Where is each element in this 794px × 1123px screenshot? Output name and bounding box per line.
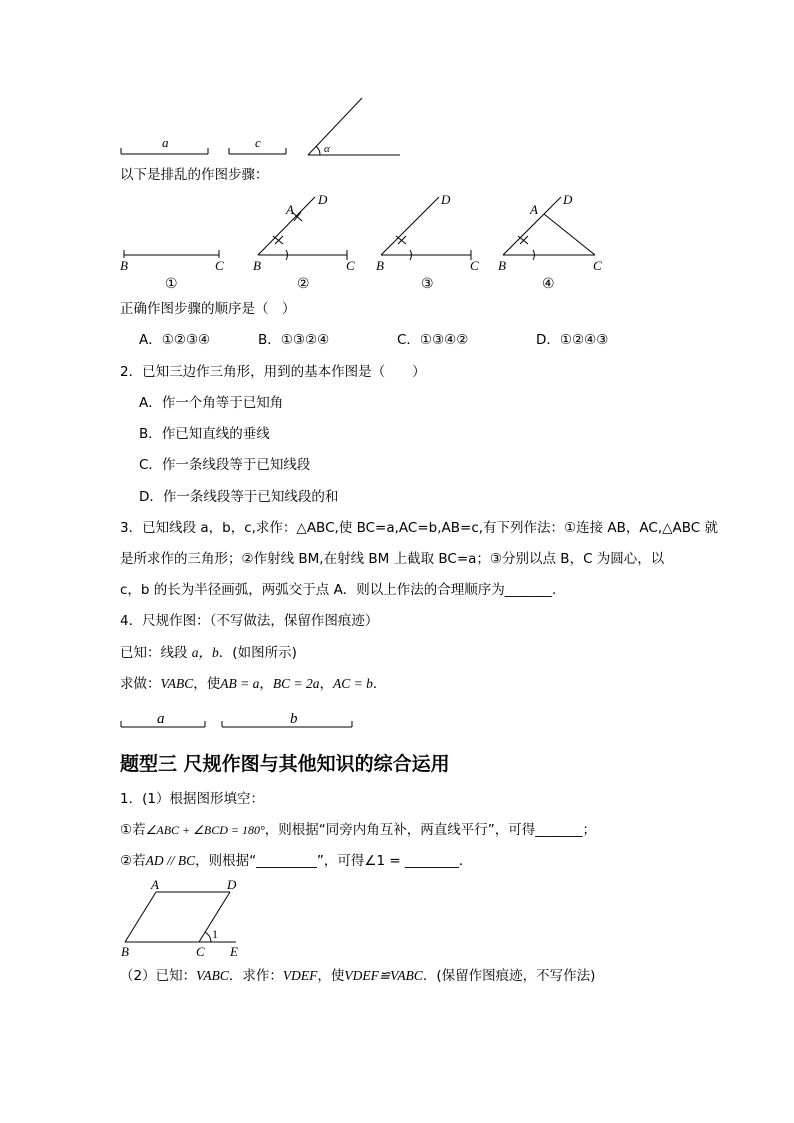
q5-part2-mid: ．求作： — [228, 968, 283, 984]
step-2-label-c: C — [346, 258, 355, 273]
section-title: 题型三 尺规作图与其他知识的综合运用 — [120, 753, 450, 775]
q5-part2-tri1: VABC — [196, 968, 229, 983]
q5-item1-suffix: ，则根据“同旁内角互补，两直线平行”，可得_______； — [264, 822, 597, 838]
q5-part2-tri2: VDEF — [282, 968, 318, 983]
step-4-label-d: D — [563, 192, 573, 207]
q4-req-triangle: VABC — [160, 676, 194, 691]
parallelogram-label-c: C — [196, 944, 205, 959]
step-2-label-a: A — [286, 202, 294, 217]
q3-line-1: 3．已知线段 a，b，c,求作：△ABC,使 BC=a,AC=b,AB=c,有下列作法：①连接 AB，AC,△ABC 就 — [120, 520, 718, 536]
q4-segment-b-label: b — [290, 711, 298, 727]
step-4-number: ④ — [542, 276, 555, 292]
step-4-label-c: C — [593, 258, 602, 273]
step-1-label-b: B — [120, 258, 128, 273]
q2-option-a: A．作一个角等于已知角 — [139, 395, 284, 411]
step-3-label-d: D — [441, 192, 451, 207]
q5-part-2 — [120, 967, 595, 985]
parallelogram-label-b: B — [121, 944, 129, 959]
q1-option-b: B．①③②④ — [258, 332, 330, 348]
q5-part1-title: 1．(1）根据图形填空： — [120, 791, 264, 807]
angle-alpha-label: α — [324, 143, 330, 155]
step-2-label-b: B — [253, 258, 261, 273]
step-2-number: ② — [297, 276, 310, 292]
q5-part2-prefix: （2）已知： — [120, 968, 197, 984]
q5-item1-prefix: ①若 — [120, 822, 146, 838]
q4-req-ab: AB = a — [220, 676, 260, 691]
step-2-label-d: D — [318, 192, 328, 207]
parallelogram-label-e: E — [230, 944, 238, 959]
parallelogram-angle-1: 1 — [212, 927, 218, 941]
q4-req-sep2: ， — [319, 676, 333, 692]
q1-prompt: 正确作图步骤的顺序是（ ） — [120, 301, 296, 317]
q1-intro: 以下是排乱的作图步骤： — [120, 167, 269, 183]
q3-line-2: 是所求作的三角形；②作射线 BM,在射线 BM 上截取 BC=a；③分别以点 B，C 为圆心，以 — [120, 551, 665, 567]
segment-a-label: a — [162, 135, 169, 150]
q2-stem: 2．已知三边作三角形，用到的基本作图是（ ） — [120, 364, 426, 380]
q2-option-b: B．作已知直线的垂线 — [139, 426, 270, 442]
q4-req-sep1: ， — [259, 676, 273, 692]
q1-option-a: A．①②③④ — [139, 332, 211, 348]
q5-part2-suffix: ．(保留作图痕迹，不写作法) — [422, 968, 596, 984]
step-3-number: ③ — [421, 276, 434, 292]
q4-given-suffix: ．(如图所示) — [218, 645, 297, 661]
q5-item2-prefix: ②若 — [120, 853, 146, 869]
q2-option-d: D．作一条线段等于已知线段的和 — [139, 489, 339, 505]
q5-part2-mid2: ，使 — [317, 968, 345, 984]
q3-line-3: c，b 的长为半径画弧，两弧交于点 A．则以上作法的合理顺序为_______. — [120, 582, 557, 598]
q1-option-d: D．①②④③ — [536, 332, 609, 348]
q1-option-c: C．①③④② — [397, 332, 469, 348]
segment-c-label: c — [255, 135, 261, 150]
q2-option-c: C．作一条线段等于已知线段 — [139, 457, 311, 473]
step-1-number: ① — [165, 276, 178, 292]
step-1-label-c: C — [215, 258, 224, 273]
q4-req-end: ． — [372, 676, 387, 692]
step-4-label-a: A — [530, 202, 538, 217]
q5-item2-suffix: ，则根据“_________”，可得∠1 = ________． — [195, 853, 473, 869]
step-3-label-b: B — [376, 258, 384, 273]
q4-req-bc: BC = 2a — [272, 676, 320, 691]
q5-item2-expr: AD // BC — [145, 853, 196, 868]
q5-item1-expr: ∠ABC + ∠BCD = 180° — [145, 823, 265, 837]
parallelogram-label-a: A — [151, 877, 159, 892]
q4-segment-a-label: a — [157, 711, 165, 727]
q4-req-prefix: 求做： — [120, 676, 161, 692]
q4-req-mid: ，使 — [193, 676, 221, 692]
step-3-label-c: C — [470, 258, 479, 273]
q4-title: 4．尺规作图：（不写做法，保留作图痕迹） — [120, 613, 379, 629]
q4-given-vars: a，b — [191, 645, 219, 660]
q5-part2-congruence: VDEF≌VABC — [344, 968, 423, 983]
step-4-label-b: B — [498, 258, 506, 273]
q4-req-ac: AC = b — [332, 676, 373, 691]
parallelogram-label-d: D — [227, 877, 237, 892]
q4-given-prefix: 已知：线段 — [120, 645, 192, 661]
